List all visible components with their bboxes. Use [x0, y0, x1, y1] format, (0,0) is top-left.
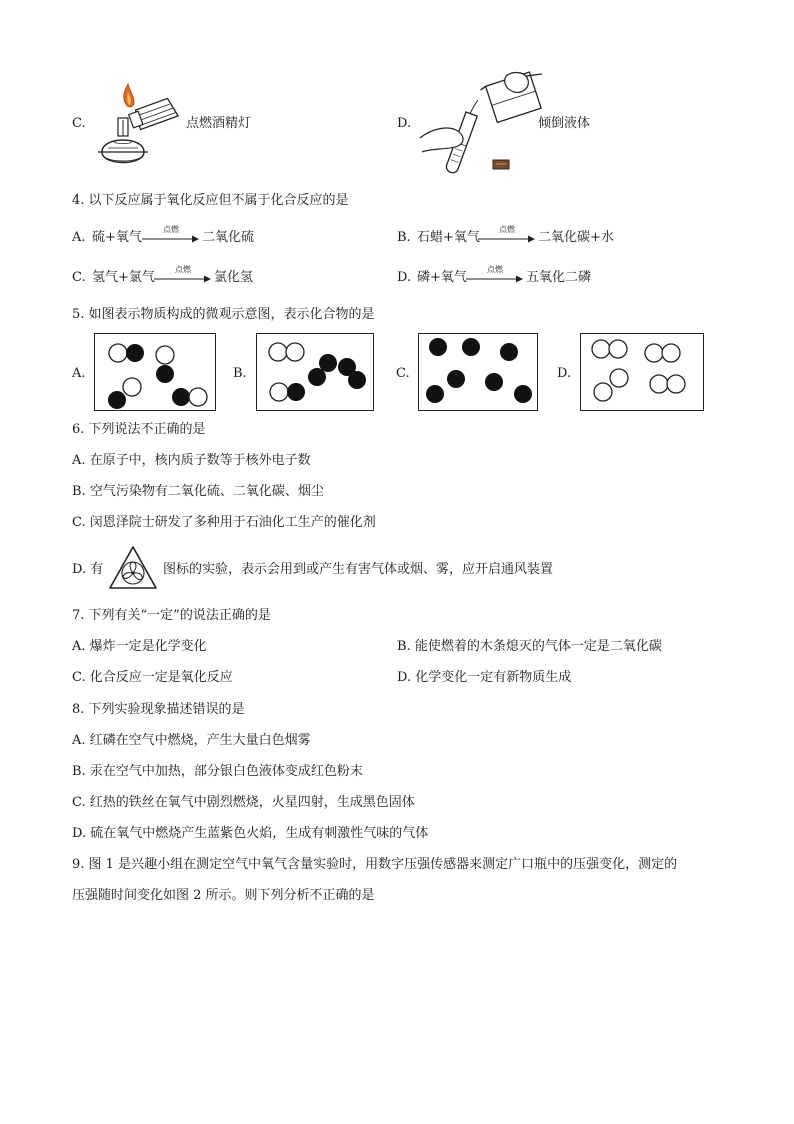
alcohol-lamp-lighting-illustration: [92, 78, 186, 172]
q4-option-b-letter: B.: [397, 230, 411, 245]
q4-option-a-arrow: [142, 225, 200, 244]
q3-option-d-label: 倾倒液体: [538, 116, 591, 131]
reaction-condition: 点燃: [487, 265, 503, 274]
q4-option-b-product: 二氧化碳+水: [538, 230, 614, 245]
reaction-condition: 点燃: [499, 225, 515, 234]
q6-option-c: C. 闵恩泽院士研发了多种用于石油化工生产的催化剂: [72, 515, 376, 530]
q4-option-b-arrow: [478, 225, 536, 244]
q8-stem: 8. 下列实验现象描述错误的是: [72, 702, 245, 717]
q7-option-d: D. 化学变化一定有新物质生成: [397, 670, 572, 685]
q7-stem: 7. 下列有关“一定”的说法正确的是: [72, 608, 271, 623]
q4-stem: 4. 以下反应属于氧化反应但不属于化合反应的是: [72, 193, 349, 208]
q9-stem-line-2: 压强随时间变化如图 2 所示。则下列分析不正确的是: [72, 888, 375, 903]
q8-option-b: B. 汞在空气中加热，部分银白色液体变成红色粉末: [72, 764, 363, 779]
q4-option-a-reactants: 硫+氧气: [92, 230, 142, 245]
q6-option-b: B. 空气污染物有二氧化硫、二氧化碳、烟尘: [72, 484, 324, 499]
q6-option-a: A. 在原子中，核内质子数等于核外电子数: [72, 453, 311, 468]
pouring-liquid-illustration: [414, 68, 544, 178]
q5-option-b-diagram: [256, 333, 374, 411]
q6-option-d-suffix: 图标的实验，表示会用到或产生有害气体或烟、雾，应开启通风装置: [163, 562, 554, 577]
q3-option-c-label: 点燃酒精灯: [186, 116, 252, 131]
q7-option-a: A. 爆炸一定是化学变化: [72, 639, 207, 654]
q5-option-d-letter: D.: [557, 366, 572, 381]
q8-option-d: D. 硫在氧气中燃烧产生蓝紫色火焰，生成有刺激性气味的气体: [72, 826, 429, 841]
q5-stem: 5. 如图表示物质构成的微观示意图，表示化合物的是: [72, 307, 375, 322]
q4-option-d-reactants: 磷+氧气: [417, 270, 467, 285]
q4-option-d-product: 五氧化二磷: [526, 270, 592, 285]
ventilation-fan-warning-icon: [107, 544, 159, 592]
q4-option-d-arrow: [466, 265, 524, 284]
q7-option-c: C. 化合反应一定是氧化反应: [72, 670, 233, 685]
reaction-condition: 点燃: [163, 225, 179, 234]
q3-option-d-letter: D.: [397, 116, 412, 131]
q5-option-a-letter: A.: [72, 366, 86, 381]
q5-option-a-diagram: [94, 333, 216, 411]
q6-stem: 6. 下列说法不正确的是: [72, 422, 206, 437]
q7-option-b: B. 能使燃着的木条熄灭的气体一定是二氧化碳: [397, 639, 662, 654]
q9-stem-line-1: 9. 图 1 是兴趣小组在测定空气中氧气含量实验时，用数字压强传感器来测定广口瓶中的压强变化，测定的: [72, 857, 678, 872]
q4-option-b-reactants: 石蜡+氧气: [417, 230, 480, 245]
q3-option-c-letter: C.: [72, 116, 86, 131]
q5-option-d-diagram: [580, 333, 704, 411]
q5-option-c-diagram: [418, 333, 538, 411]
q8-option-a: A. 红磷在空气中燃烧，产生大量白色烟雾: [72, 733, 311, 748]
q4-option-c-arrow: [154, 265, 212, 284]
reaction-condition: 点燃: [175, 265, 191, 274]
q4-option-a-product: 二氧化硫: [202, 230, 255, 245]
q6-option-d-prefix: D. 有: [72, 562, 104, 577]
q4-option-a-letter: A.: [72, 230, 86, 245]
q4-option-c-product: 氯化氢: [214, 270, 254, 285]
q4-option-d-letter: D.: [397, 270, 412, 285]
q4-option-c-reactants: 氢气+氯气: [92, 270, 155, 285]
q4-option-c-letter: C.: [72, 270, 86, 285]
q8-option-c: C. 红热的铁丝在氧气中剧烈燃烧，火星四射，生成黑色固体: [72, 795, 415, 810]
q5-option-c-letter: C.: [396, 366, 410, 381]
q5-option-b-letter: B.: [233, 366, 247, 381]
